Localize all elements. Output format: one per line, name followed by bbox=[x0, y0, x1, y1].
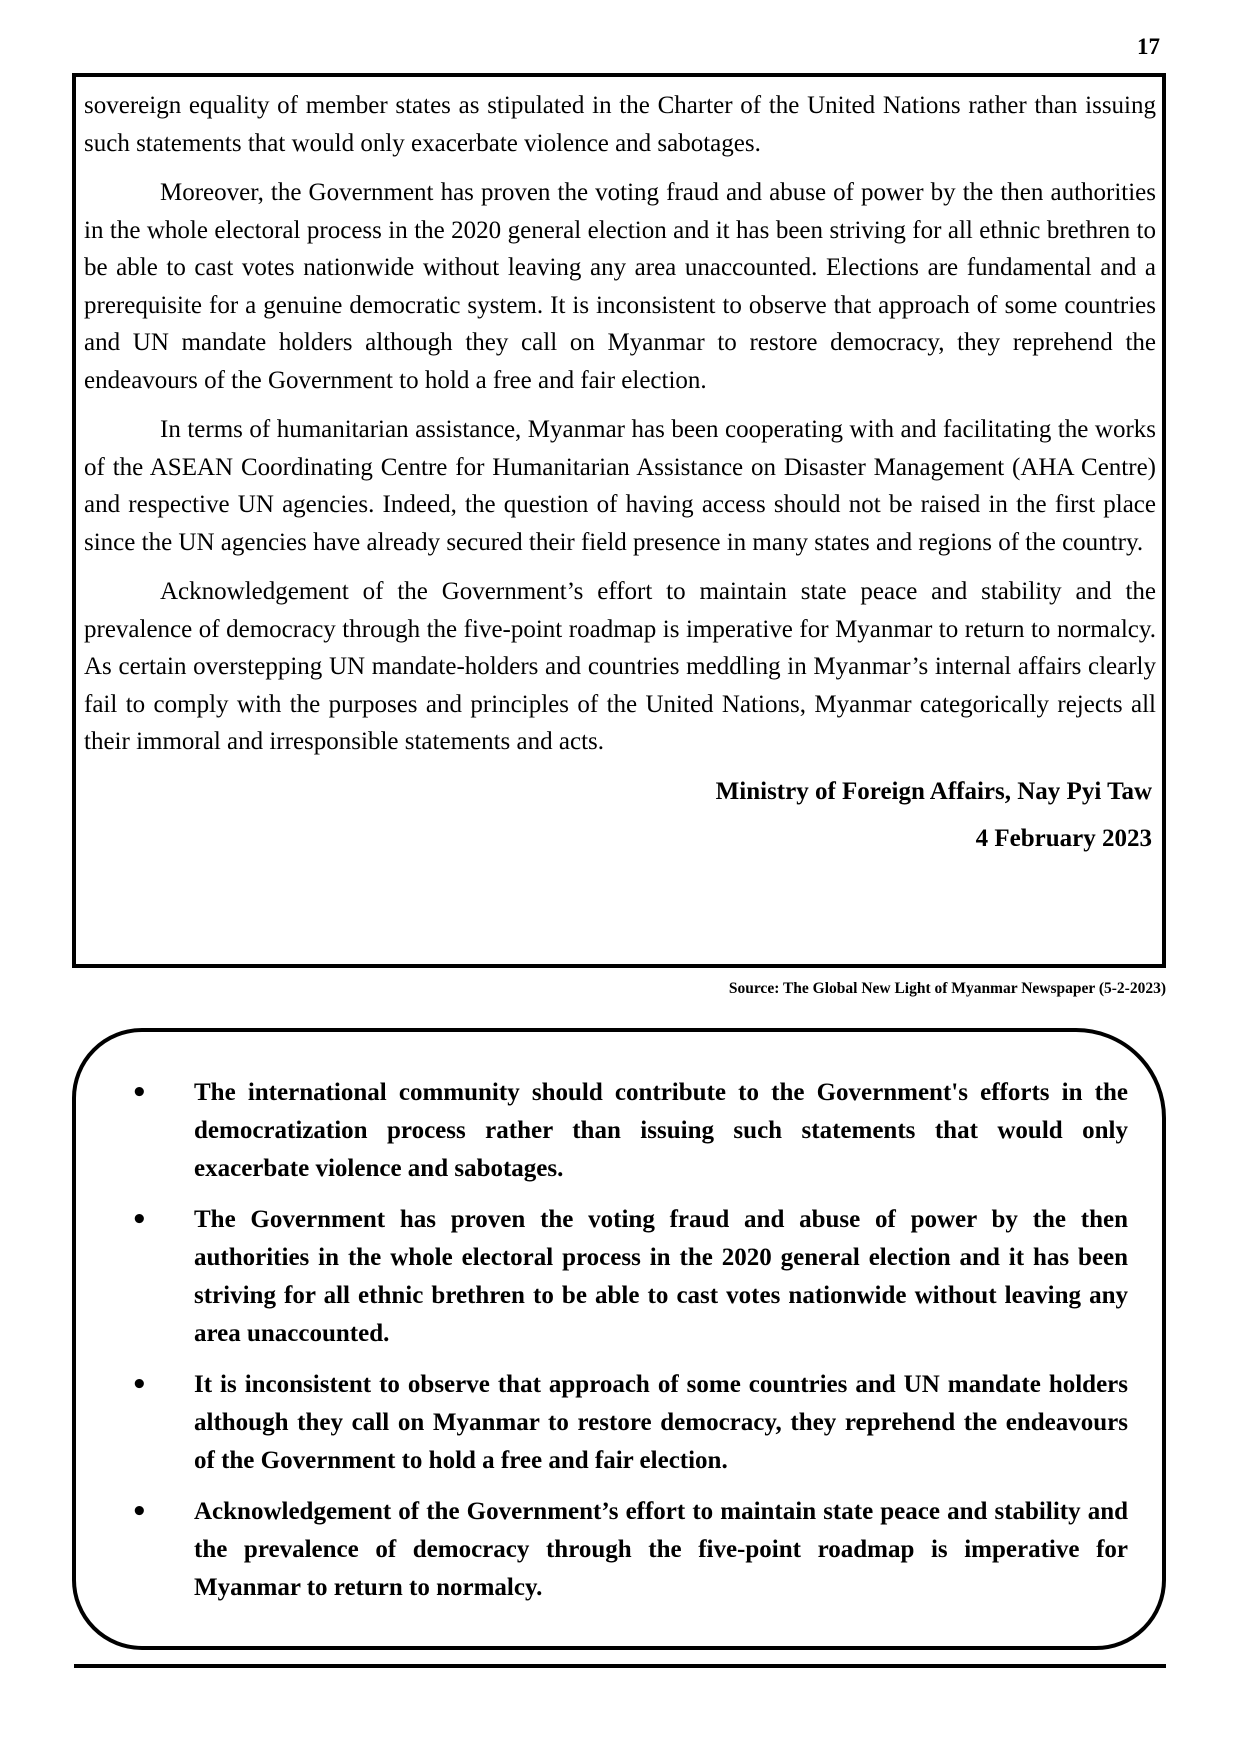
summary-item bbox=[98, 1074, 1128, 1188]
page-number: 17 bbox=[1137, 34, 1160, 59]
bullet-icon: • bbox=[131, 1370, 148, 1400]
source-citation: Source: The Global New Light of Myanmar Newspaper (5-2-2023) bbox=[728, 980, 1166, 997]
signature-date: 4 February 2023 bbox=[975, 825, 1152, 852]
statement-paragraph: Acknowledgement of the Government’s effort to maintain state peace and stability and the prevalence of democracy through the five-point roadmap is imperative for Myanmar to return to normalcy. As certain overstepping UN mandate-holders and countries meddling in Myanmar’s internal affairs clearly fail to comply with the purposes and principles of the United Nations, Myanmar categorically rejects all their immoral and irresponsible statements and acts. bbox=[84, 578, 1156, 755]
statement-box bbox=[72, 73, 1166, 968]
statement-paragraph: sovereign equality of member states as stipulated in the Charter of the United Nations rather than issuing such statements that would only exacerbate violence and sabotages. bbox=[84, 92, 1156, 157]
summary-item bbox=[98, 1493, 1128, 1607]
statement-paragraph: Moreover, the Government has proven the voting fraud and abuse of power by the then authorities in the whole electoral process in the 2020 general election and it has been striving for all ethnic brethren to be able to cast votes nationwide without leaving any area unaccounted. Elections are fundamental and a prerequisite for a genuine democratic system. It is inconsistent to observe that approach of some countries and UN mandate holders although they call on Myanmar to restore democracy, they reprehend the endeavours of the Government to hold a free and fair election. bbox=[84, 179, 1156, 394]
summary-list bbox=[98, 1074, 1128, 1607]
bottom-rule bbox=[74, 1664, 1166, 1668]
statement-paragraph: In terms of humanitarian assistance, Myanmar has been cooperating with and facilitating the works of the ASEAN Coordinating Centre for Humanitarian Assistance on Disaster Management (AHA Centre) and respective UN agencies. Indeed, the question of having access should not be raised in the first place since the UN agencies have already secured their field presence in many states and regions of the country. bbox=[84, 416, 1156, 556]
summary-item-text: The Government has proven the voting fraud and abuse of power by the then authorities in the whole electoral process in the 2020 general election and it has been striving for all ethnic brethren to be able to cast votes nationwide without leaving any area unaccounted. bbox=[194, 1206, 1128, 1347]
summary-item-text: The international community should contribute to the Government's efforts in the democratization process rather than issuing such statements that would only exacerbate violence and sabotages. bbox=[194, 1079, 1128, 1182]
summary-item bbox=[98, 1366, 1128, 1480]
summary-item bbox=[98, 1201, 1128, 1353]
signature-organization: Ministry of Foreign Affairs, Nay Pyi Taw bbox=[715, 777, 1152, 805]
bullet-icon: • bbox=[131, 1497, 148, 1527]
bullet-icon: • bbox=[131, 1078, 148, 1108]
bullet-icon: • bbox=[131, 1205, 148, 1235]
summary-item-text: Acknowledgement of the Government’s effort to maintain state peace and stability and the prevalence of democracy through the five-point roadmap is imperative for Myanmar to return to normalcy. bbox=[194, 1498, 1128, 1601]
summary-item-text: It is inconsistent to observe that approach of some countries and UN mandate holders although they call on Myanmar to restore democracy, they reprehend the endeavours of the Government to hold a free and fair election. bbox=[194, 1371, 1128, 1474]
summary-box bbox=[72, 1028, 1166, 1650]
